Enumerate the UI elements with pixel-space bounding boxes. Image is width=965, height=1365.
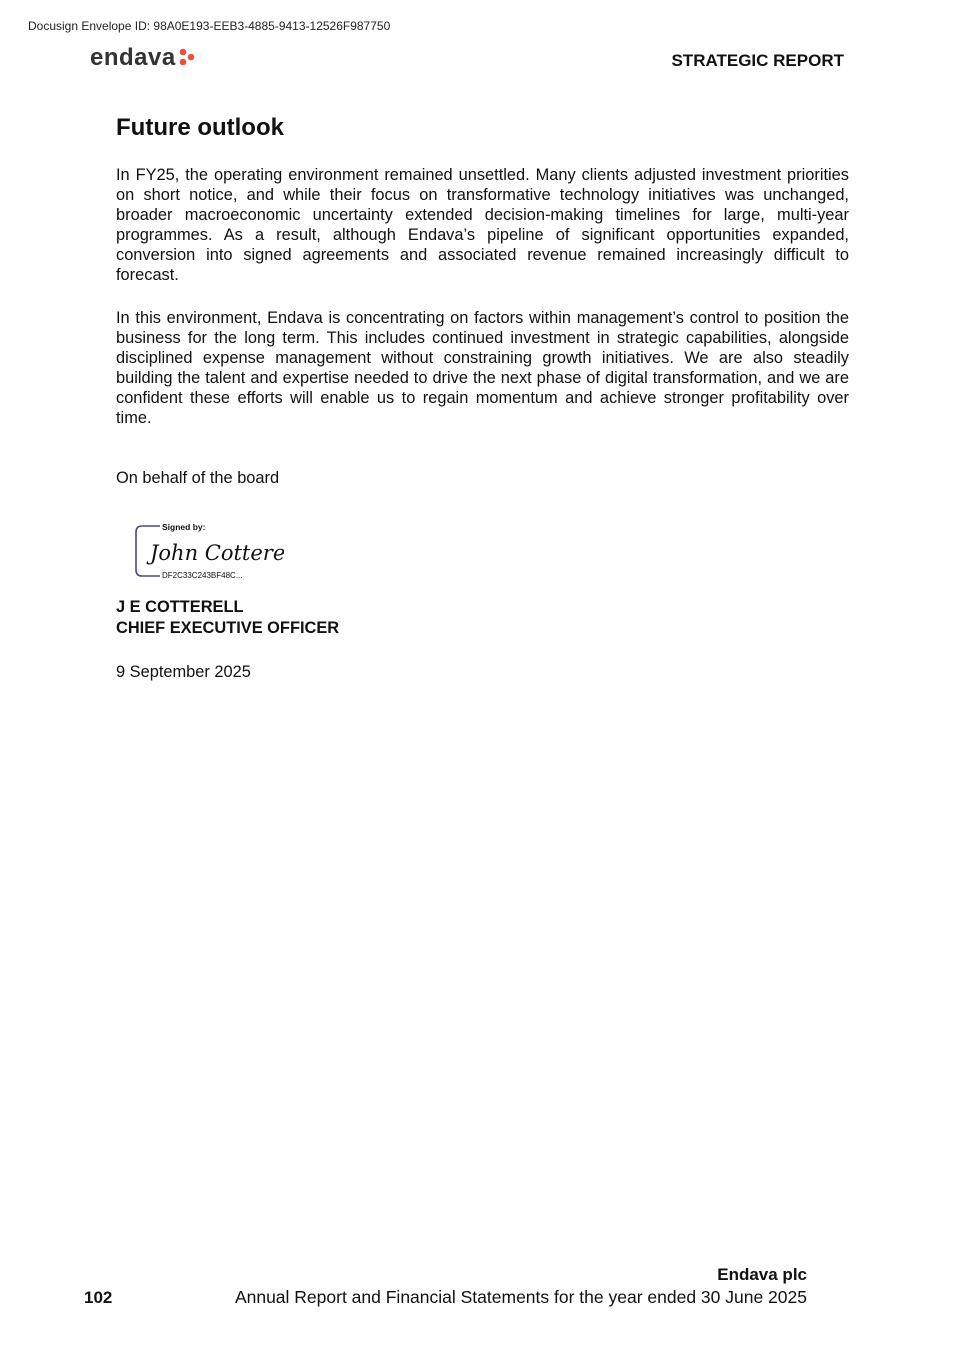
signature-code: DF2C33C243BF48C... xyxy=(162,571,243,580)
signer-name: J E COTTERELL xyxy=(116,598,244,616)
on-behalf-text: On behalf of the board xyxy=(116,469,280,487)
endava-logo xyxy=(90,44,195,72)
signature-date: 9 September 2025 xyxy=(116,663,251,681)
signed-by-label: Signed by: xyxy=(162,522,206,532)
paragraph-2: In this environment, Endava is concentrating on factors within management’s control to position the business for the long term. This includes continued investment in strategic capabilities, alongside disciplined expense management without constraining growth initiatives. We are also steadily building the talent and expertise needed to drive the next phase of digital transformation, and we are confident these efforts will enable us to regain momentum and achieve stronger profitability over time. xyxy=(116,309,849,427)
signature-block xyxy=(134,520,284,582)
footer-report-title: Annual Report and Financial Statements for the year ended 30 June 2025 xyxy=(234,1287,807,1307)
signature-bracket-icon xyxy=(134,520,284,582)
logo-wordmark: endava xyxy=(90,44,176,71)
signer-details xyxy=(116,597,339,639)
signer-title: CHIEF EXECUTIVE OFFICER xyxy=(116,619,340,637)
handwritten-signature: John Cotterell xyxy=(150,541,284,565)
page-title: Future outlook xyxy=(116,114,284,141)
page-number: 102 xyxy=(84,1288,113,1307)
paragraph-1: In FY25, the operating environment remained unsettled. Many clients adjusted investment priorities on short notice, and while their focus on transformative technology initiatives was unchanged, broader macroeconomic uncertainty extended decision-making timelines for large, multi-year programmes. As a result, although Endava’s pipeline of significant opportunities expanded, conversion into signed agreements and associated revenue remained increasingly difficult to forecast. xyxy=(116,166,849,284)
footer-company: Endava plc xyxy=(717,1265,807,1284)
section-label: STRATEGIC REPORT xyxy=(671,51,844,70)
docusign-envelope-id: Docusign Envelope ID: 98A0E193-EEB3-4885-9413-12526F987750 xyxy=(28,19,391,33)
endava-dots-icon xyxy=(179,48,195,71)
